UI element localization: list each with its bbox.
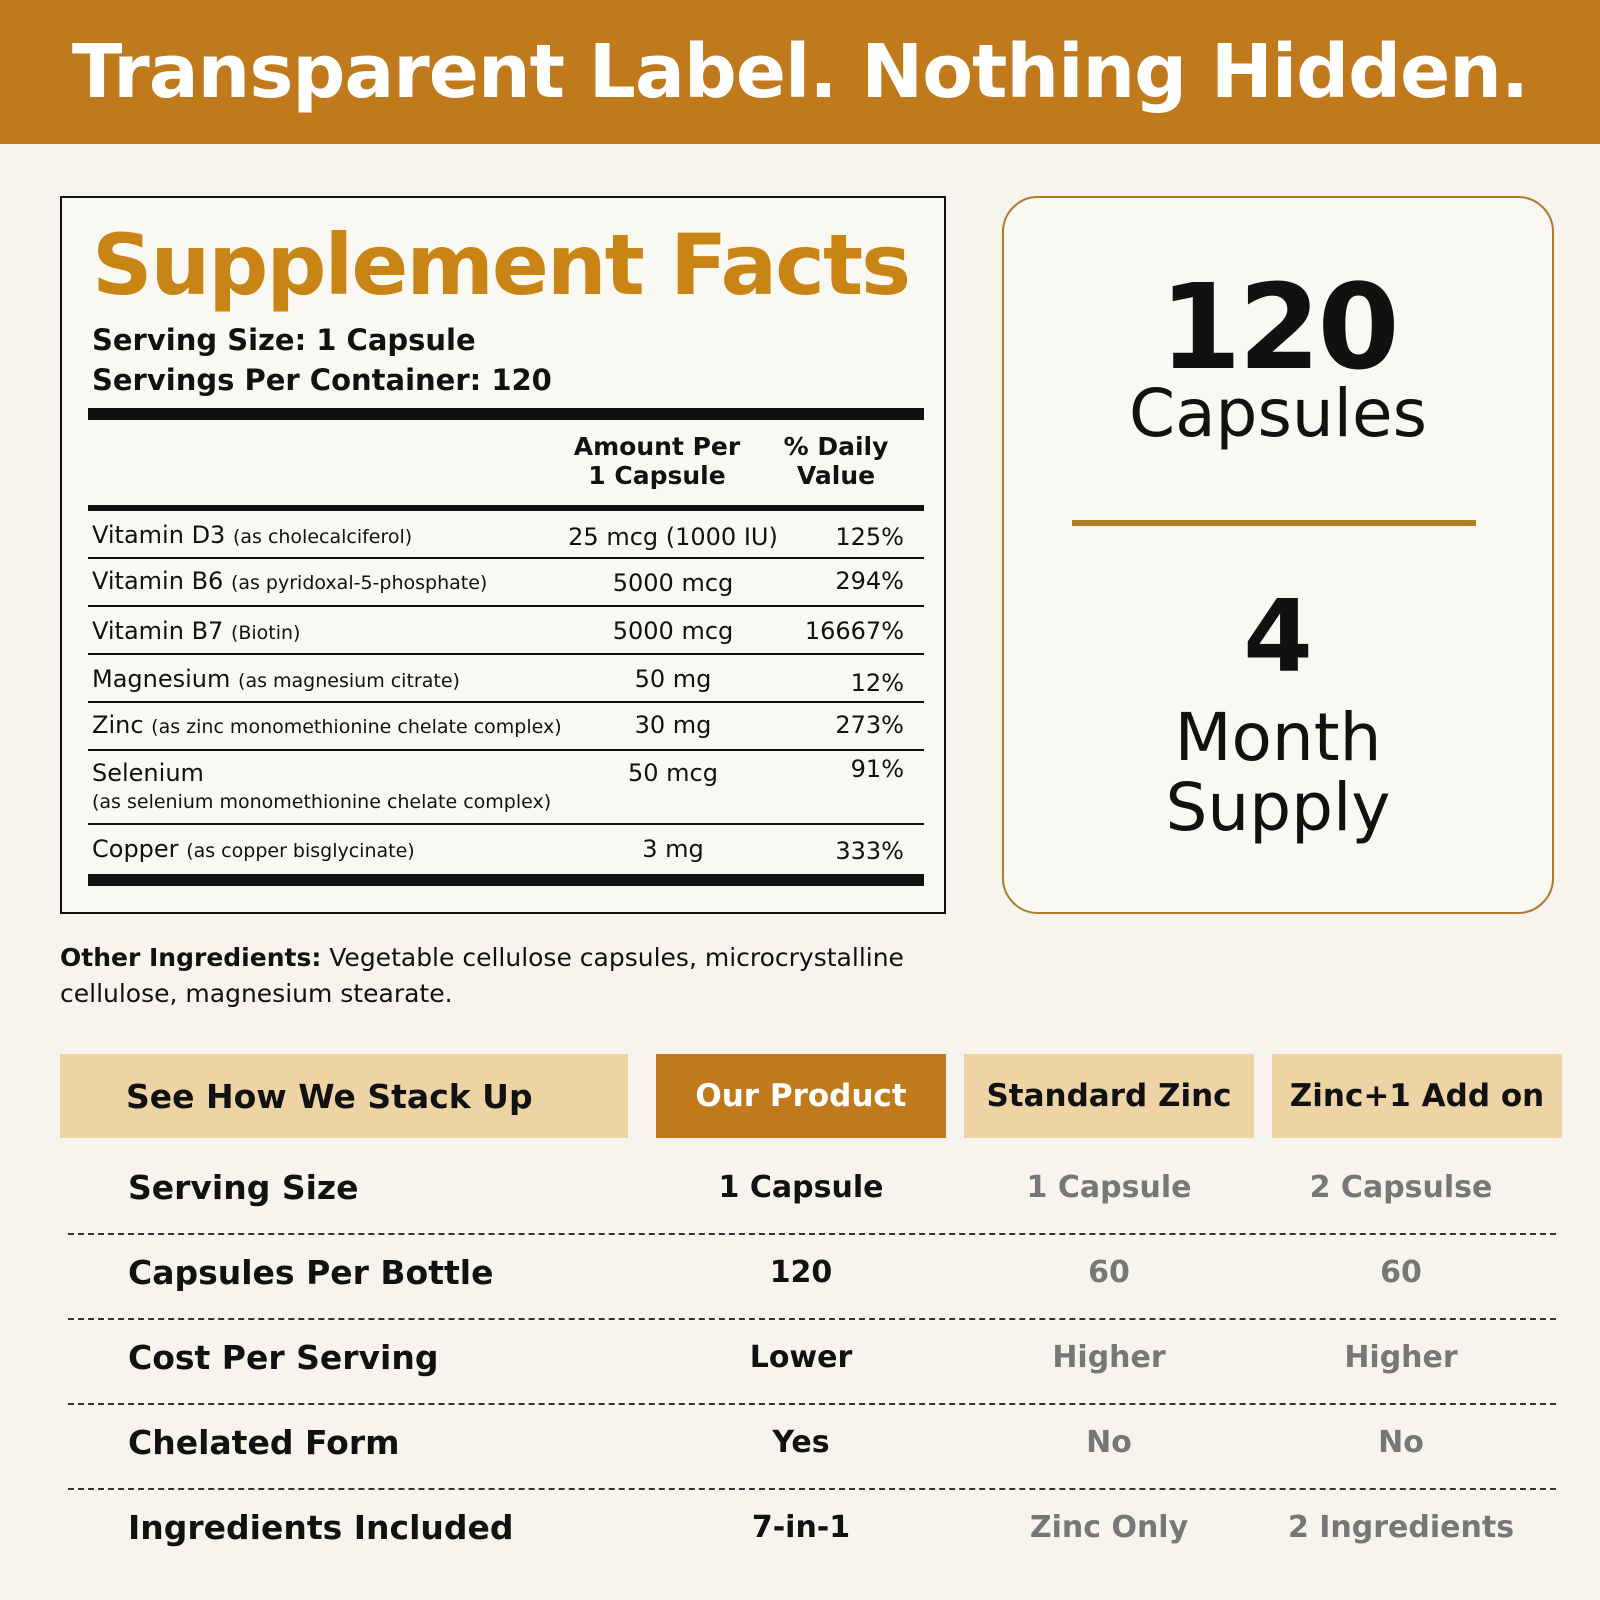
capsule-count: 120: [1159, 258, 1397, 396]
facts-row: [88, 655, 924, 703]
nutrient-dv: 16667%: [804, 617, 904, 645]
nutrient-name: [92, 567, 487, 595]
nutrient-label: Vitamin B7: [92, 617, 224, 645]
capsule-count-label: Capsules: [1129, 375, 1427, 452]
nutrient-name: [92, 711, 562, 739]
servings-per-container: Servings Per Container: 120: [92, 363, 552, 397]
comparison-addon-value: No: [1378, 1425, 1424, 1460]
col-header-amount: [562, 432, 752, 490]
facts-title: Supplement Facts: [92, 216, 910, 314]
comparison-standard-value: 60: [1088, 1255, 1130, 1290]
nutrient-label: Magnesium: [92, 665, 231, 693]
col-header-dv-line2: Value: [796, 461, 876, 490]
nutrient-name: [92, 521, 412, 549]
other-ingredients: [60, 940, 940, 1012]
comparison-header-ours: Our Product: [656, 1054, 946, 1138]
facts-row: [88, 559, 924, 607]
card-divider: [1072, 520, 1476, 526]
month-label: Month: [1174, 699, 1382, 776]
comparison-row: [68, 1490, 1556, 1575]
comparison-row: [68, 1405, 1556, 1490]
comparison-header-addon: Zinc+1 Add on: [1272, 1054, 1562, 1138]
nutrient-form: (as cholecalciferol): [232, 526, 413, 548]
nutrient-name: Selenium: [92, 759, 204, 787]
supply-card: [1002, 196, 1554, 914]
nutrient-dv: 125%: [835, 523, 904, 551]
nutrient-form: (Biotin): [230, 622, 301, 644]
comparison-addon-value: 2 Ingredients: [1287, 1510, 1515, 1545]
nutrient-amount: 5000 mcg: [612, 617, 734, 645]
nutrient-dv: 91%: [850, 755, 904, 783]
nutrient-amount: 50 mg: [634, 665, 712, 693]
col-header-amount-line1: Amount Per: [573, 432, 741, 461]
other-ingredients-text: Vegetable cellulose capsules, microcrystalline cellulose, magnesium stearate.: [60, 943, 904, 1008]
nutrient-dv: 333%: [835, 837, 904, 865]
serving-info: [92, 320, 552, 400]
comparison-ours-value: 120: [769, 1255, 833, 1290]
comparison-row: [68, 1150, 1556, 1235]
nutrient-dv: 12%: [850, 669, 904, 697]
comparison-header-label: See How We Stack Up: [60, 1054, 628, 1138]
col-header-amount-line2: 1 Capsule: [588, 461, 726, 490]
nutrient-form: (as zinc monomethionine chelate complex): [151, 716, 562, 738]
facts-row: [88, 607, 924, 655]
nutrient-label: Zinc: [92, 711, 144, 739]
comparison-standard-value: No: [1086, 1425, 1132, 1460]
comparison-ours-value: 7-in-1: [751, 1510, 851, 1545]
nutrient-label: Copper: [92, 835, 179, 863]
nutrient-form: (as copper bisglycinate): [186, 840, 415, 862]
facts-row: [88, 511, 924, 559]
comparison-row-label: Ingredients Included: [128, 1508, 514, 1547]
other-ingredients-label: Other Ingredients:: [60, 943, 322, 972]
serving-size: Serving Size: 1 Capsule: [92, 323, 476, 357]
nutrient-name: [92, 617, 300, 645]
comparison-row-label: Capsules Per Bottle: [128, 1253, 494, 1292]
facts-divider-bottom: [88, 874, 924, 886]
supplement-facts-panel: [60, 196, 946, 914]
comparison-row-label: Cost Per Serving: [128, 1338, 439, 1377]
comparison-standard-value: Zinc Only: [1029, 1510, 1189, 1545]
nutrient-label: Vitamin B6: [92, 567, 224, 595]
comparison-standard-value: Higher: [1052, 1340, 1166, 1375]
comparison-addon-value: 60: [1380, 1255, 1422, 1290]
nutrient-amount: 50 mcg: [628, 759, 718, 787]
nutrient-label: Vitamin D3: [92, 521, 226, 549]
facts-row: [88, 751, 924, 825]
nutrient-amount: 5000 mcg: [612, 569, 734, 597]
nutrient-amount: 30 mg: [634, 711, 712, 739]
comparison-row-label: Chelated Form: [128, 1423, 400, 1462]
col-header-dv: [766, 432, 906, 490]
nutrient-form: (as selenium monomethionine chelate complex): [92, 791, 552, 813]
comparison-row-label: Serving Size: [128, 1168, 359, 1207]
comparison-header-standard: Standard Zinc: [964, 1054, 1254, 1138]
col-header-dv-line1: % Daily: [783, 432, 889, 461]
nutrient-form: (as pyridoxal-5-phosphate): [230, 572, 488, 594]
facts-divider-top: [88, 408, 924, 420]
facts-row: [88, 825, 924, 873]
nutrient-name: [92, 835, 415, 863]
comparison-ours-value: Yes: [772, 1425, 830, 1460]
supply-label: Supply: [1165, 769, 1391, 846]
nutrient-dv: 273%: [835, 711, 904, 739]
nutrient-name: [92, 665, 460, 693]
comparison-row: [68, 1320, 1556, 1405]
comparison-addon-value: Higher: [1344, 1340, 1458, 1375]
nutrient-dv: 294%: [835, 567, 904, 595]
comparison-standard-value: 1 Capsule: [1026, 1170, 1192, 1205]
comparison-ours-value: Lower: [749, 1340, 853, 1375]
facts-row: [88, 703, 924, 751]
nutrient-form: (as magnesium citrate): [238, 670, 460, 692]
comparison-ours-value: 1 Capsule: [718, 1170, 884, 1205]
comparison-addon-value: 2 Capsulse: [1309, 1170, 1493, 1205]
banner-title: Transparent Label. Nothing Hidden.: [71, 29, 1529, 115]
top-banner: [0, 0, 1600, 144]
comparison-row: [68, 1235, 1556, 1320]
nutrient-amount: 25 mcg (1000 IU): [568, 523, 778, 551]
month-count: 4: [1243, 578, 1313, 695]
nutrient-amount: 3 mg: [642, 835, 704, 863]
